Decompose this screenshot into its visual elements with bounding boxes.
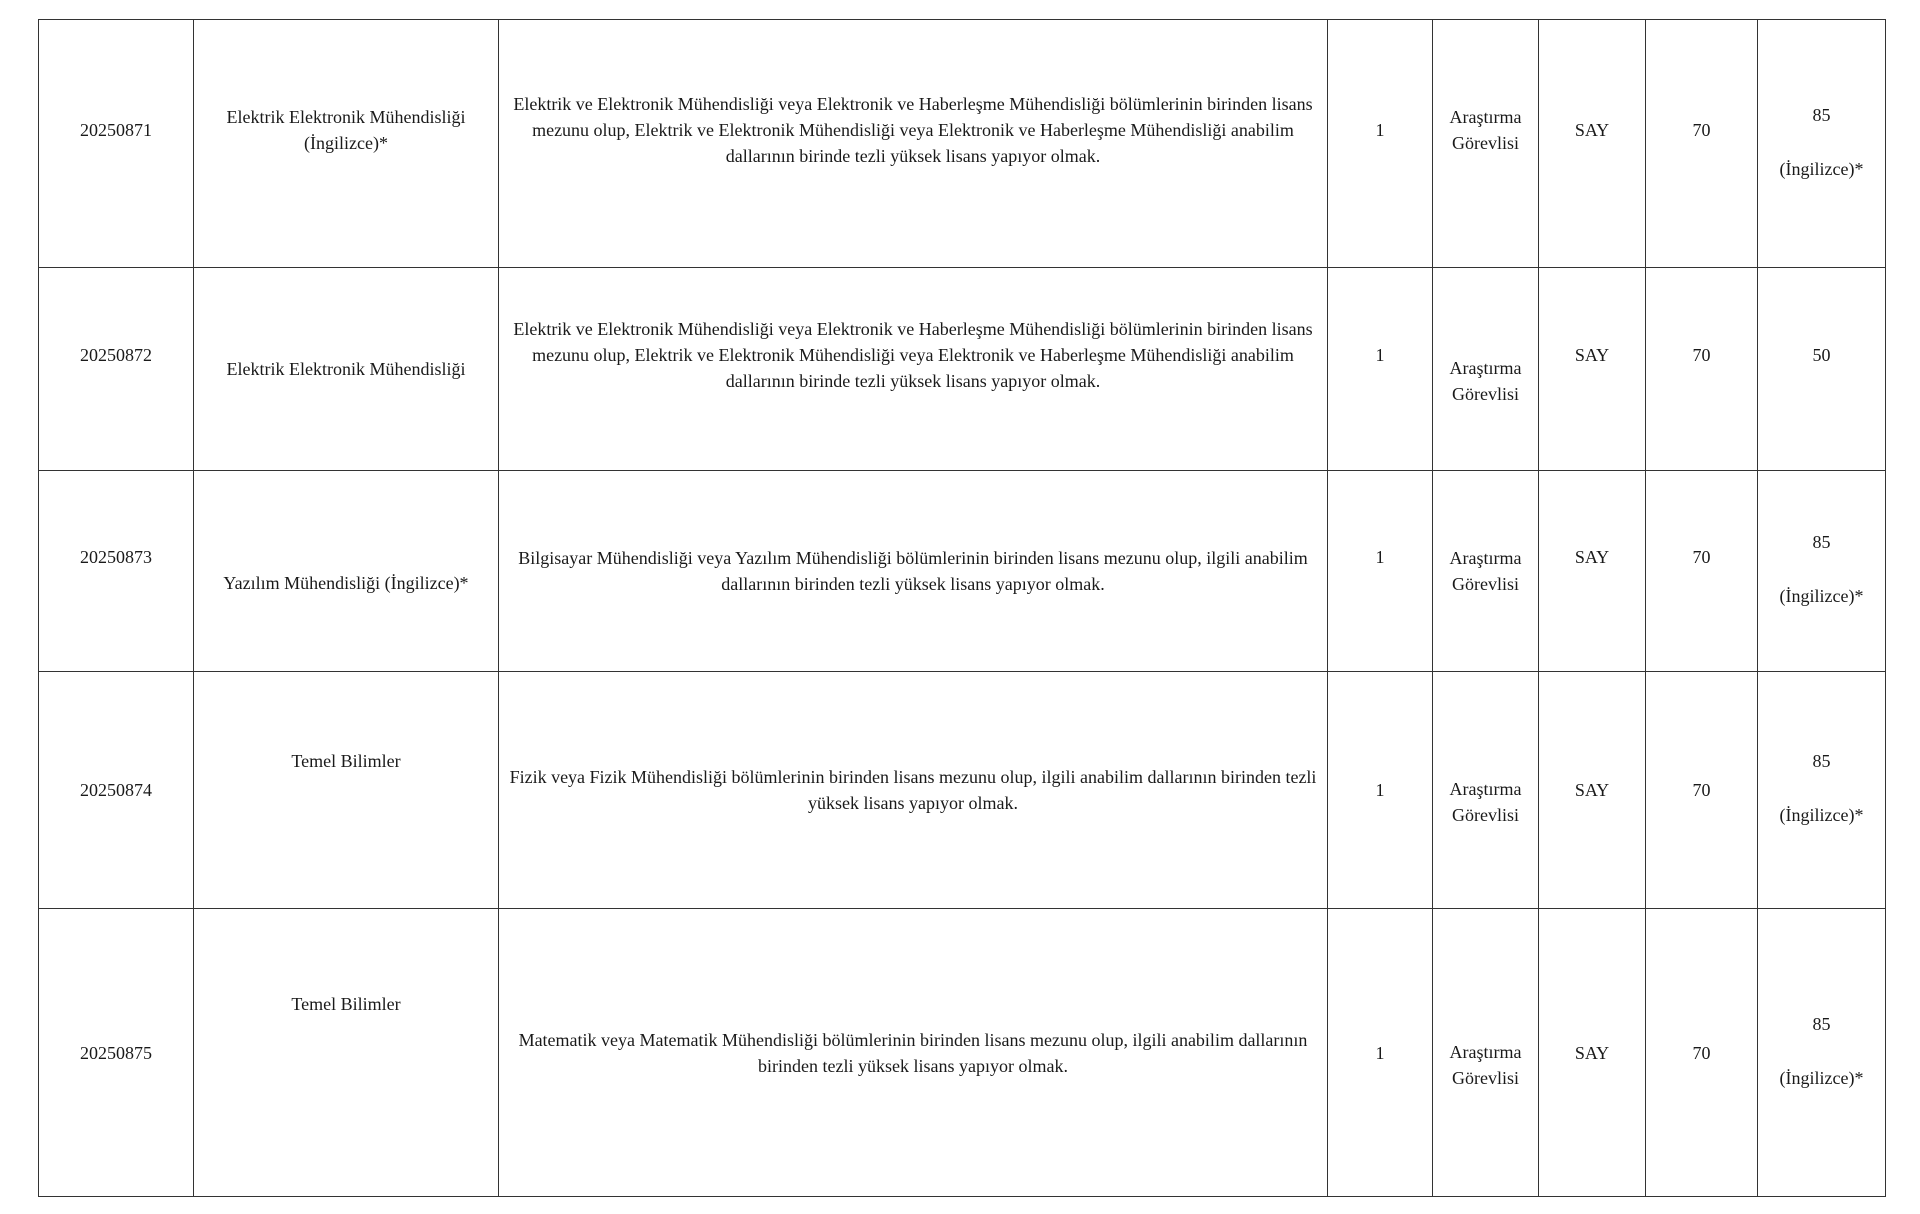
language-cell [1758, 268, 1886, 471]
department-cell [194, 471, 499, 672]
position-code: 20250874 [80, 780, 152, 800]
count-cell [1328, 20, 1433, 268]
ales-score: 70 [1692, 119, 1711, 140]
position-code: 20250873 [80, 547, 152, 567]
point-type-cell [1539, 672, 1646, 909]
point-type-cell [1539, 909, 1646, 1197]
ales-score: 70 [1692, 547, 1711, 567]
language-score: 85 [1812, 104, 1831, 125]
count-cell [1328, 268, 1433, 471]
table-row [39, 909, 1886, 1197]
position-count: 1 [1375, 1042, 1385, 1063]
point-type: SAY [1574, 345, 1610, 365]
positions-table [38, 19, 1886, 1197]
table-row [39, 672, 1886, 909]
ales-cell [1646, 471, 1758, 672]
title-cell [1433, 672, 1539, 909]
position-title: Araştırma Görevlisi [1449, 358, 1522, 404]
language-score: 85 [1812, 532, 1831, 552]
position-code: 20250872 [80, 345, 152, 365]
language-cell [1758, 471, 1886, 672]
point-type-cell [1539, 471, 1646, 672]
position-code: 20250875 [80, 1042, 152, 1063]
table-row [39, 20, 1886, 268]
position-code-cell [39, 20, 194, 268]
language-cell [1758, 909, 1886, 1197]
position-title: Araştırma Görevlisi [1449, 779, 1522, 825]
position-title: Araştırma Görevlisi [1449, 548, 1522, 594]
point-type-cell [1539, 20, 1646, 268]
department-name: Elektrik Elektronik Mühendisliği (İngilizce)* [226, 106, 466, 153]
conditions-cell [499, 909, 1328, 1197]
language-cell [1758, 672, 1886, 909]
conditions-cell [499, 20, 1328, 268]
point-type: SAY [1574, 1042, 1610, 1063]
table-row [39, 268, 1886, 471]
ales-score: 70 [1692, 780, 1711, 800]
language-score: 85 [1812, 751, 1831, 771]
department-name: Temel Bilimler [291, 994, 401, 1014]
language-score: 85 [1812, 1013, 1831, 1034]
department-cell [194, 909, 499, 1197]
position-title: Araştırma Görevlisi [1449, 1041, 1522, 1088]
conditions-cell [499, 471, 1328, 672]
conditions-cell [499, 268, 1328, 471]
language-note: (İngilizce)* [1779, 805, 1864, 825]
conditions-text: Fizik veya Fizik Mühendisliği bölümlerinin birinden lisans mezunu olup, ilgili anabilim dallarının birinden tezli yüksek lisans yapıyor olmak. [509, 767, 1317, 813]
position-code: 20250871 [80, 119, 152, 140]
position-code-cell [39, 268, 194, 471]
count-cell [1328, 909, 1433, 1197]
language-score: 50 [1812, 345, 1831, 365]
conditions-text: Elektrik ve Elektronik Mühendisliği veya Elektronik ve Haberleşme Mühendisliği bölümlerinin birinden lisans mezunu olup, Elektrik ve Elektronik Mühendisliği veya Elektronik ve Haberleşme Mühendisliği anabilim dallarının birinde tezli yüksek lisans yapıyor olmak. [513, 319, 1313, 391]
language-note: (İngilizce)* [1779, 1067, 1864, 1088]
point-type: SAY [1574, 547, 1610, 567]
position-count: 1 [1375, 345, 1385, 365]
ales-cell [1646, 268, 1758, 471]
position-count: 1 [1375, 547, 1385, 567]
department-name: Temel Bilimler [291, 751, 401, 771]
language-cell [1758, 20, 1886, 268]
count-cell [1328, 672, 1433, 909]
point-type: SAY [1574, 119, 1610, 140]
count-cell [1328, 471, 1433, 672]
department-name: Elektrik Elektronik Mühendisliği [226, 359, 466, 379]
point-type-cell [1539, 268, 1646, 471]
ales-cell [1646, 909, 1758, 1197]
language-note: (İngilizce)* [1779, 158, 1864, 179]
title-cell [1433, 909, 1539, 1197]
ales-cell [1646, 672, 1758, 909]
department-cell [194, 672, 499, 909]
point-type: SAY [1574, 780, 1610, 800]
language-note: (İngilizce)* [1779, 586, 1864, 606]
position-title: Araştırma Görevlisi [1449, 106, 1522, 153]
ales-score: 70 [1692, 1042, 1711, 1063]
conditions-text: Elektrik ve Elektronik Mühendisliği veya Elektronik ve Haberleşme Mühendisliği bölümlerinin birinden lisans mezunu olup, Elektrik ve Elektronik Mühendisliği veya Elektronik ve Haberleşme Mühendisliği anabilim dallarının birinde tezli yüksek lisans yapıyor olmak. [513, 93, 1313, 166]
department-cell [194, 20, 499, 268]
title-cell [1433, 20, 1539, 268]
department-name: Yazılım Mühendisliği (İngilizce)* [223, 573, 469, 593]
title-cell [1433, 471, 1539, 672]
conditions-text: Matematik veya Matematik Mühendisliği bölümlerinin birinden lisans mezunu olup, ilgili anabilim dallarının birinden tezli yüksek lisans yapıyor olmak. [518, 1029, 1308, 1076]
title-cell [1433, 268, 1539, 471]
position-count: 1 [1375, 119, 1385, 140]
position-code-cell [39, 471, 194, 672]
ales-score: 70 [1692, 345, 1711, 365]
conditions-cell [499, 672, 1328, 909]
conditions-text: Bilgisayar Mühendisliği veya Yazılım Mühendisliği bölümlerinin birinden lisans mezunu olup, ilgili anabilim dallarının birinden tezli yüksek lisans yapıyor olmak. [518, 548, 1308, 594]
position-count: 1 [1375, 780, 1385, 800]
department-cell [194, 268, 499, 471]
position-code-cell [39, 672, 194, 909]
ales-cell [1646, 20, 1758, 268]
position-code-cell [39, 909, 194, 1197]
table-row [39, 471, 1886, 672]
